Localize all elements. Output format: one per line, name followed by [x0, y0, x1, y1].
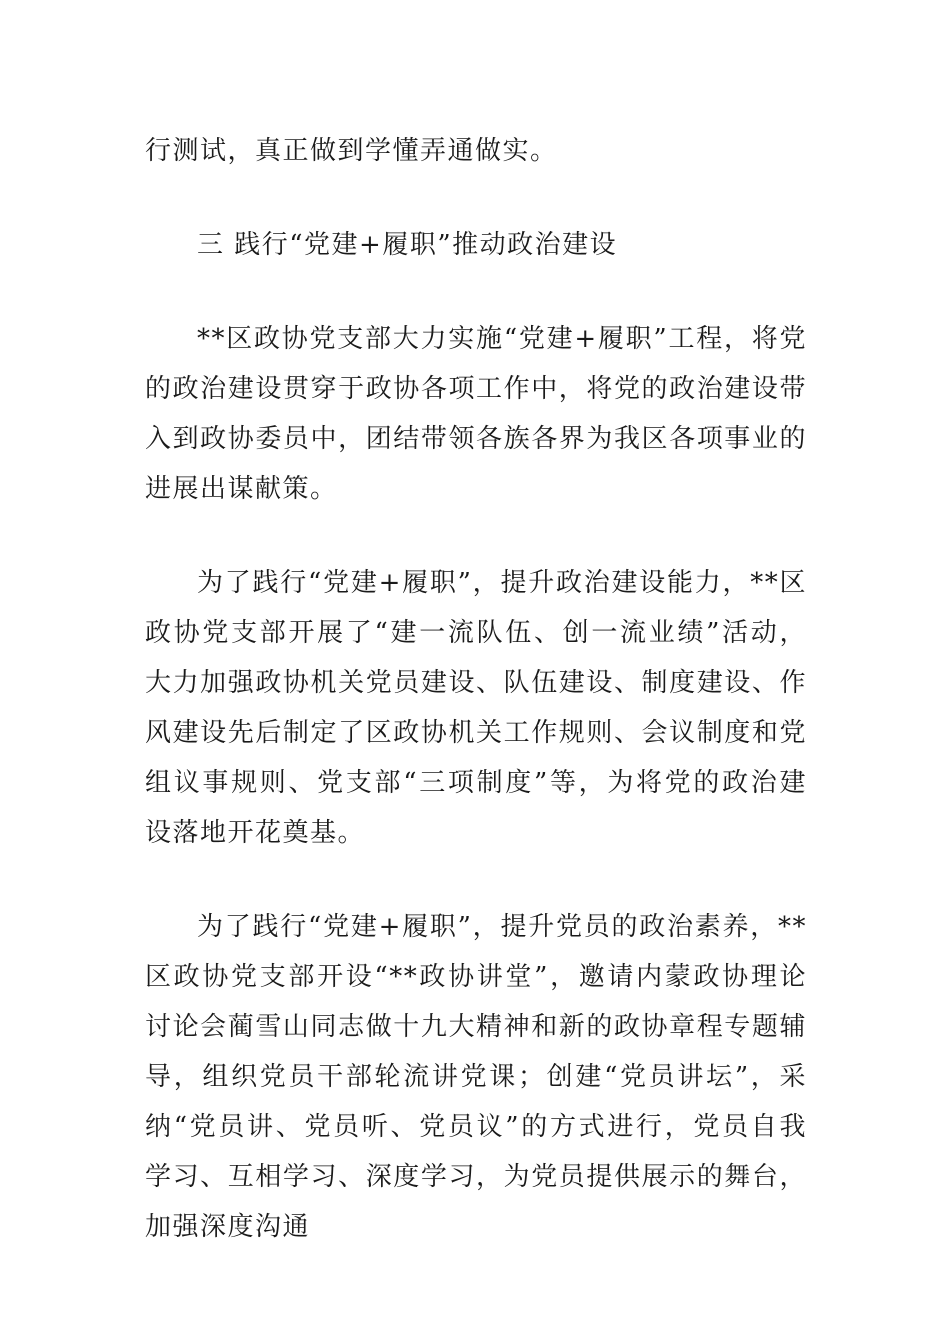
paragraph-capability: 为了践行“党建+履职”，提升政治建设能力，**区政协党支部开展了“建一流队伍、创一流业绩”活动，大力加强政协机关党员建设、队伍建设、制度建设、作风建设先后制定了区政协机关工作规则、会议制度和党组议事规则、党支部“三项制度”等，为将党的政治建设落地开花奠基。 — [145, 568, 807, 848]
paragraph-literacy: 为了践行“党建+履职”，提升党员的政治素养，**区政协党支部开设“**政协讲堂”，邀请内蒙政协理论讨论会蔺雪山同志做十九大精神和新的政协章程专题辅导，组织党员干部轮流讲党课；创建“党员讲坛”，采纳“党员讲、党员听、党员议”的方式进行，党员自我学习、互相学习、深度学习，为党员提供展示的舞台，加强深度沟通 — [145, 912, 807, 1242]
paragraph-continuation: 行测试，真正做到学懂弄通做实。 — [145, 136, 558, 166]
section-heading: 三 践行“党建+履职”推动政治建设 — [197, 230, 618, 260]
paragraph-intro: **区政协党支部大力实施“党建+履职”工程，将党的政治建设贯穿于政协各项工作中，将党的政治建设带入到政协委员中，团结带领各族各界为我区各项事业的进展出谋献策。 — [145, 324, 807, 504]
document-body — [145, 126, 807, 1296]
